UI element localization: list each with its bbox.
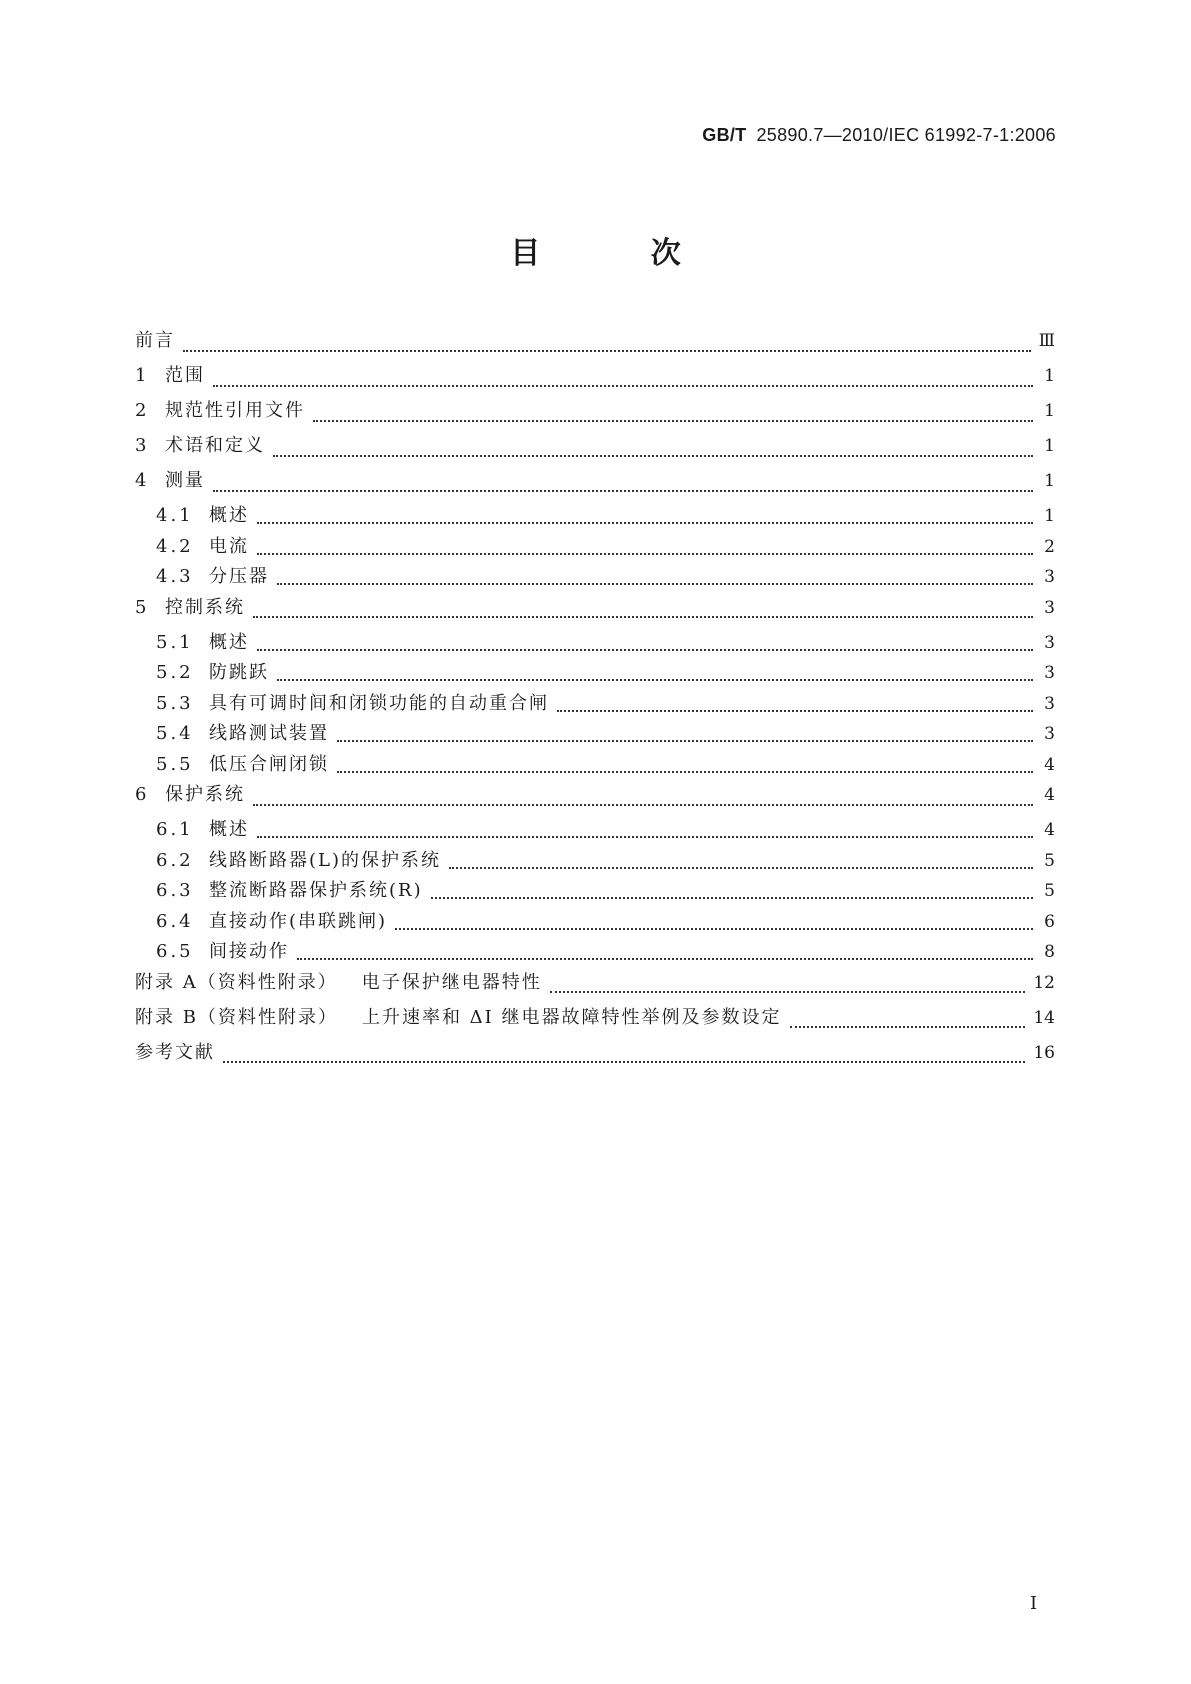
toc-entry-title: 测量 <box>165 470 205 491</box>
toc-entry-number: 5.5 <box>156 753 194 775</box>
toc-entry-title: 概述 <box>209 505 249 526</box>
toc-appendix-title <box>135 971 542 995</box>
toc-entry[interactable] <box>135 504 1055 535</box>
toc-title: 目 次 <box>510 236 731 271</box>
page-number: I <box>1030 1593 1038 1614</box>
dot-leader <box>337 771 1033 773</box>
dot-leader <box>449 867 1033 869</box>
toc-entry-title: 控制系统 <box>165 596 245 618</box>
toc-entry-number: 6.1 <box>156 819 194 840</box>
toc-entry-number: 6.2 <box>156 849 194 871</box>
toc-entry-title: 间接动作 <box>209 941 289 962</box>
toc-entry-page: 3 <box>1044 597 1055 618</box>
dot-leader <box>257 522 1033 524</box>
toc-entry-title: 线路测试装置 <box>209 723 329 744</box>
toc-entry-page: 16 <box>1033 1042 1055 1063</box>
toc-appendix-entry[interactable] <box>135 971 1055 1006</box>
toc-entry-title: 术语和定义 <box>165 435 265 456</box>
toc-entry[interactable] <box>135 329 1055 364</box>
toc-entry-page: 12 <box>1033 972 1055 993</box>
toc-entry-page: Ⅲ <box>1038 331 1055 351</box>
toc-entry[interactable] <box>135 940 1055 971</box>
toc-entry[interactable] <box>135 879 1055 910</box>
dot-leader <box>213 490 1033 492</box>
toc-entry[interactable] <box>135 753 1055 784</box>
toc-entry-title: 概述 <box>209 631 249 653</box>
toc-entry-page: 1 <box>1044 401 1055 421</box>
toc-appendix-title <box>135 1006 782 1030</box>
dot-leader <box>395 928 1033 930</box>
appendix-text: 上升速率和 ΔI 继电器故障特性举例及参数设定 <box>361 1006 782 1028</box>
toc-entry[interactable] <box>135 565 1055 596</box>
toc-entry-number: 4 <box>135 470 147 491</box>
toc-entry-number: 5.3 <box>156 692 194 714</box>
toc-entry-number: 4.2 <box>156 535 194 557</box>
toc-entry-number: 4.1 <box>156 505 194 526</box>
toc-entry-title: 防跳跃 <box>209 662 269 683</box>
toc-appendix-entry[interactable] <box>135 1006 1055 1041</box>
appendix-label: 附录 B（资料性附录） <box>135 1006 338 1028</box>
dot-leader <box>223 1061 1025 1063</box>
toc-entry-title: 电流 <box>209 535 249 557</box>
toc-entry-title: 分压器 <box>209 566 269 587</box>
toc-entry-title: 规范性引用文件 <box>165 400 305 421</box>
toc-entry-number: 3 <box>135 435 147 456</box>
toc-entry-number: 6.4 <box>156 910 194 932</box>
toc-entry[interactable] <box>135 661 1055 692</box>
toc-entry-title: 具有可调时间和闭锁功能的自动重合闸 <box>209 692 549 714</box>
toc-entry-title: 前言 <box>135 330 175 351</box>
toc-entry-page: 1 <box>1044 366 1055 386</box>
dot-leader <box>313 420 1033 422</box>
toc-entry-page: 2 <box>1044 536 1055 557</box>
toc-entry-number: 6.3 <box>156 880 194 901</box>
standard-header <box>702 125 1056 146</box>
toc-entry-title: 保护系统 <box>165 784 245 805</box>
dot-leader <box>277 583 1033 585</box>
toc-entry[interactable] <box>135 631 1055 662</box>
dot-leader <box>213 385 1033 387</box>
toc-entry-page: 1 <box>1044 436 1055 456</box>
toc-entry-page: 5 <box>1044 850 1055 871</box>
toc-entry-page: 4 <box>1044 820 1055 840</box>
toc-entry-number: 1 <box>135 365 147 386</box>
toc-entry-page: 1 <box>1044 471 1055 491</box>
toc-entry-page: 8 <box>1044 942 1055 962</box>
dot-leader <box>273 455 1033 457</box>
toc-entry[interactable] <box>135 849 1055 880</box>
toc-entry-page: 3 <box>1044 663 1055 683</box>
toc-entry[interactable] <box>135 469 1055 504</box>
appendix-text: 电子保护继电器特性 <box>361 971 542 993</box>
toc-entry-number: 2 <box>135 400 147 421</box>
toc-entry-title: 概述 <box>209 819 249 840</box>
standard-prefix: GB/T <box>702 125 747 145</box>
toc-entry[interactable] <box>135 364 1055 399</box>
toc-entry-number: 5.1 <box>156 631 194 653</box>
dot-leader <box>257 553 1033 555</box>
dot-leader <box>253 616 1033 618</box>
toc-entry[interactable] <box>135 434 1055 469</box>
toc-entry[interactable] <box>135 535 1055 566</box>
toc-entry-title: 整流断路器保护系统(R) <box>209 880 423 901</box>
toc-entry-page: 3 <box>1044 567 1055 587</box>
toc-entry[interactable] <box>135 692 1055 723</box>
toc-entry-number: 6 <box>135 784 147 805</box>
toc-entry-number: 5.4 <box>156 723 194 744</box>
toc-entry[interactable] <box>135 722 1055 753</box>
toc-entry[interactable] <box>135 596 1055 631</box>
toc-entry[interactable] <box>135 399 1055 434</box>
toc-entry-page: 3 <box>1044 724 1055 744</box>
toc-entry-page: 4 <box>1044 785 1055 805</box>
standard-number: 25890.7—2010/IEC 61992-7-1:2006 <box>756 125 1056 145</box>
toc-entry-title: 范围 <box>165 365 205 386</box>
toc-entry-page: 5 <box>1044 881 1055 901</box>
toc-entry-number: 6.5 <box>156 941 194 962</box>
toc-entry-page: 3 <box>1044 693 1055 714</box>
dot-leader <box>183 350 1031 352</box>
dot-leader <box>277 679 1033 681</box>
toc-entry-title: 直接动作(串联跳闸) <box>209 910 388 932</box>
toc-entry-page: 14 <box>1033 1007 1055 1028</box>
toc-entry-number: 5 <box>135 596 147 618</box>
toc-entry-title: 低压合闸闭锁 <box>209 753 329 775</box>
toc-references-entry[interactable] <box>135 1041 1055 1076</box>
toc-entry-title: 参考文献 <box>135 1041 215 1063</box>
dot-leader <box>297 958 1033 960</box>
toc-entry-page: 6 <box>1044 911 1055 932</box>
table-of-contents <box>135 329 1055 1076</box>
toc-entry-page: 4 <box>1044 754 1055 775</box>
dot-leader <box>257 836 1033 838</box>
dot-leader <box>431 897 1033 899</box>
dot-leader <box>337 740 1033 742</box>
dot-leader <box>557 710 1033 712</box>
toc-entry-page: 1 <box>1044 506 1055 526</box>
toc-entry[interactable] <box>135 910 1055 941</box>
toc-entry-number: 5.2 <box>156 662 194 683</box>
dot-leader <box>257 649 1033 651</box>
appendix-label: 附录 A（资料性附录） <box>135 971 338 993</box>
toc-entry-title: 线路断路器(L)的保护系统 <box>209 849 441 871</box>
dot-leader <box>790 1026 1026 1028</box>
toc-entry[interactable] <box>135 818 1055 849</box>
toc-entry[interactable] <box>135 783 1055 818</box>
dot-leader <box>253 804 1033 806</box>
toc-entry-page: 3 <box>1044 632 1055 653</box>
toc-entry-number: 4.3 <box>156 566 194 587</box>
dot-leader <box>550 991 1026 993</box>
